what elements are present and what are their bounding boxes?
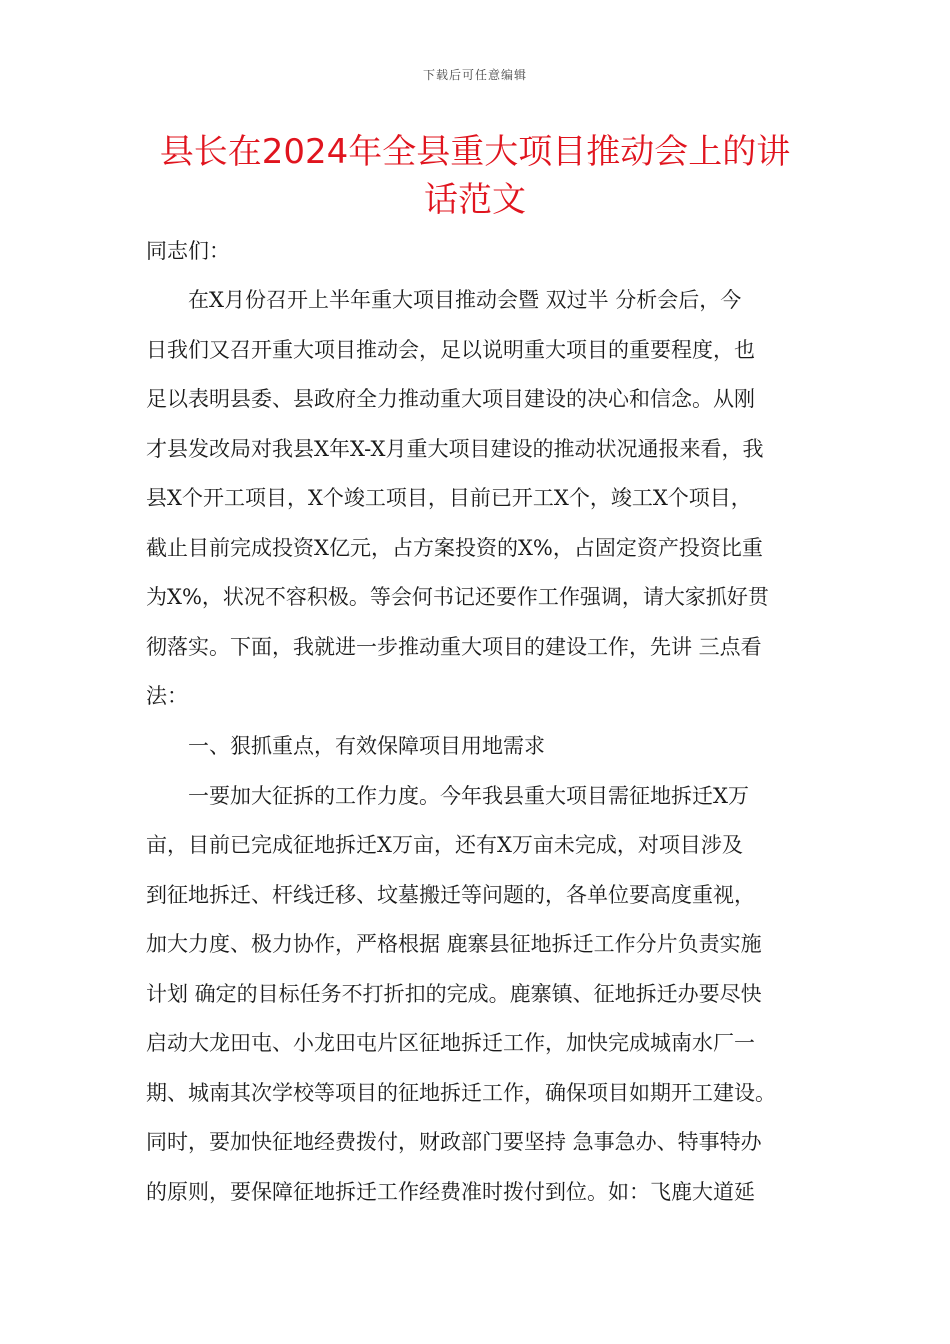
body-line: 日我们又召开重大项目推动会，足以说明重大项目的重要程度，也 [146,338,755,362]
page-header-note: 下载后可任意编辑 [422,68,527,82]
body-line: 县X个开工项目，X个竣工项目，目前已开工X个，竣工X个项目， [146,486,752,510]
body-line: 计划 确定的目标任务不打折扣的完成。鹿寨镇、征地拆迁办要尽快 [146,982,762,1006]
body-line: 在X月份召开上半年重大项目推动会暨 双过半 分析会后，今 [146,288,742,312]
title-line-2: 话范文 [424,180,526,220]
title-line-1: 县长在2024年全县重大项目推动会上的讲 [159,132,791,172]
body-line: 加大力度、极力协作，严格根据 鹿寨县征地拆迁工作分片负责实施 [146,932,762,956]
body-line: 到征地拆迁、杆线迁移、坟墓搬迁等问题的，各单位要高度重视， [146,883,755,907]
body-line: 的原则，要保障征地拆迁工作经费准时拨付到位。如：飞鹿大道延 [146,1180,755,1204]
body-line: 启动大龙田屯、小龙田屯片区征地拆迁工作，加快完成城南水厂一 [146,1031,755,1055]
body-line: 彻落实。下面，我就进一步推动重大项目的建设工作，先讲 三点看 [146,635,762,659]
salutation: 同志们： [146,239,230,263]
body-line: 为X%，状况不容积极。等会何书记还要作工作强调，请大家抓好贯 [146,585,769,609]
body-line: 法： [146,684,188,708]
body-line: 期、城南其次学校等项目的征地拆迁工作，确保项目如期开工建设。 [146,1081,776,1105]
body-line: 同时，要加快征地经费拨付，财政部门要坚持 急事急办、特事特办 [146,1130,762,1154]
body-line: 才县发改局对我县X年X-X月重大项目建设的推动状况通报来看，我 [146,437,764,461]
body-line: 一要加大征拆的工作力度。今年我县重大项目需征地拆迁X万 [146,784,749,808]
body-line: 截止目前完成投资X亿元，占方案投资的X%，占固定资产投资比重 [146,536,763,560]
section-heading: 一、狠抓重点，有效保障项目用地需求 [146,734,545,758]
body-line: 亩，目前已完成征地拆迁X万亩，还有X万亩未完成，对项目涉及 [146,833,743,857]
body-line: 足以表明县委、县政府全力推动重大项目建设的决心和信念。从刚 [146,387,755,411]
document-title [120,128,830,224]
